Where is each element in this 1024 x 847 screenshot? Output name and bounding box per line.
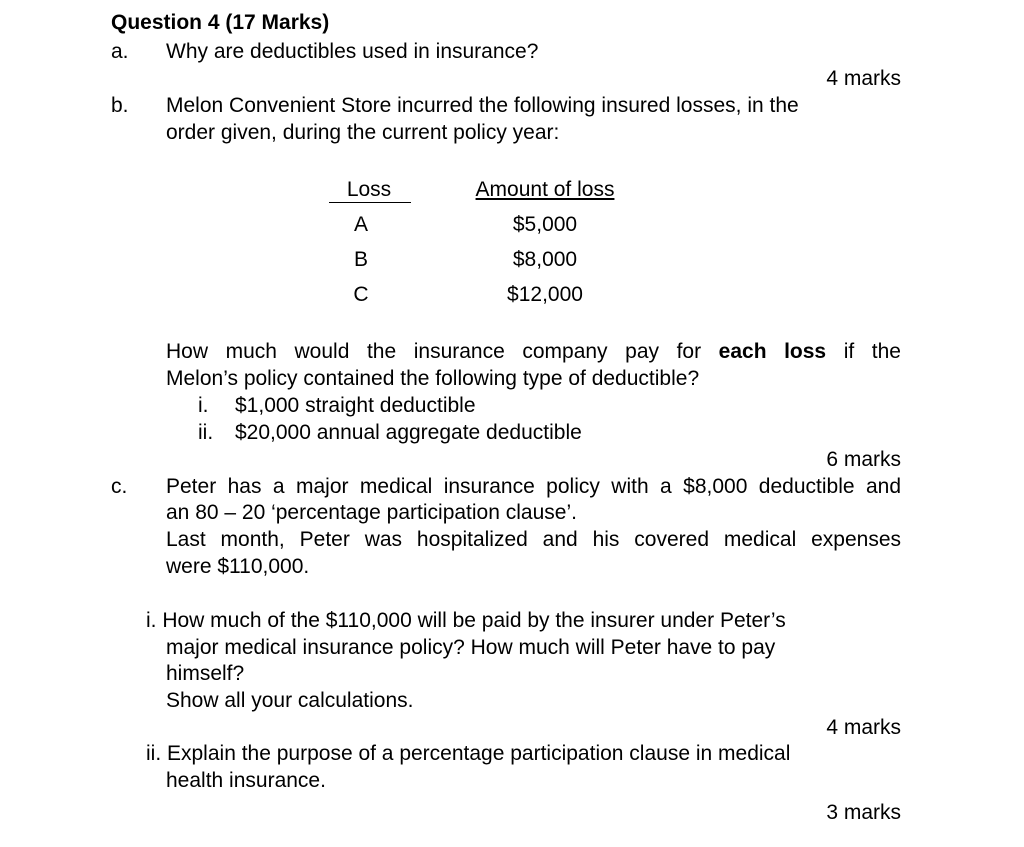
part-c-line2: an 80 – 20 ‘percentage participation clause’. [166, 501, 577, 524]
part-b-marks: 6 marks [826, 448, 901, 471]
table-cell-amount: $8,000 [512, 248, 578, 271]
part-b-intro-line1: Melon Convenient Store incurred the following insured losses, in the [166, 94, 799, 117]
part-c-label: c. [111, 475, 128, 498]
sub-i-line1: i. How much of the $110,000 will be paid by the insurer under Peter’s [146, 609, 786, 632]
part-b-intro-line2: order given, during the current policy year: [166, 121, 560, 144]
option-ii-text: $20,000 annual aggregate deductible [235, 421, 582, 444]
part-b-question-line2: Melon’s policy contained the following type of deductible? [166, 367, 700, 390]
sub-i-line4: Show all your calculations. [166, 689, 414, 712]
table-header-loss: Loss [346, 178, 392, 201]
part-c-line1: Peter has a major medical insurance policy with a $8,000 deductible and [166, 475, 901, 498]
question-title: Question 4 (17 Marks) [111, 11, 330, 34]
option-ii-num: ii. [198, 421, 214, 444]
table-row: B [353, 248, 368, 271]
sub-i-line3: himself? [166, 662, 245, 685]
option-i-num: i. [198, 394, 209, 417]
table-cell-amount: $5,000 [512, 213, 578, 236]
table-row: C [353, 283, 369, 306]
emphasis-each-loss: each loss [718, 340, 827, 363]
part-a-marks: 4 marks [826, 67, 901, 90]
part-a-label: a. [111, 40, 129, 63]
sub-i-marks: 4 marks [826, 716, 901, 739]
sub-ii-line1: ii. Explain the purpose of a percentage participation clause in medical [146, 742, 791, 765]
table-header-amount: Amount of loss [475, 178, 615, 201]
table-cell-amount: $12,000 [507, 283, 583, 306]
table-header-rule [329, 202, 411, 203]
sub-ii-marks: 3 marks [826, 801, 901, 824]
option-i-text: $1,000 straight deductible [235, 394, 476, 417]
part-b-label: b. [111, 94, 129, 117]
part-a-text: Why are deductibles used in insurance? [166, 40, 539, 63]
sub-i-line2: major medical insurance policy? How much will Peter have to pay [166, 636, 776, 659]
part-c-line4: were $110,000. [166, 555, 310, 578]
table-row: A [353, 213, 368, 236]
part-b-question-line1: How much would the insurance company pay for each loss if the [166, 340, 901, 363]
sub-ii-line2: health insurance. [166, 769, 326, 792]
part-c-line3: Last month, Peter was hospitalized and his covered medical expenses [166, 528, 901, 551]
